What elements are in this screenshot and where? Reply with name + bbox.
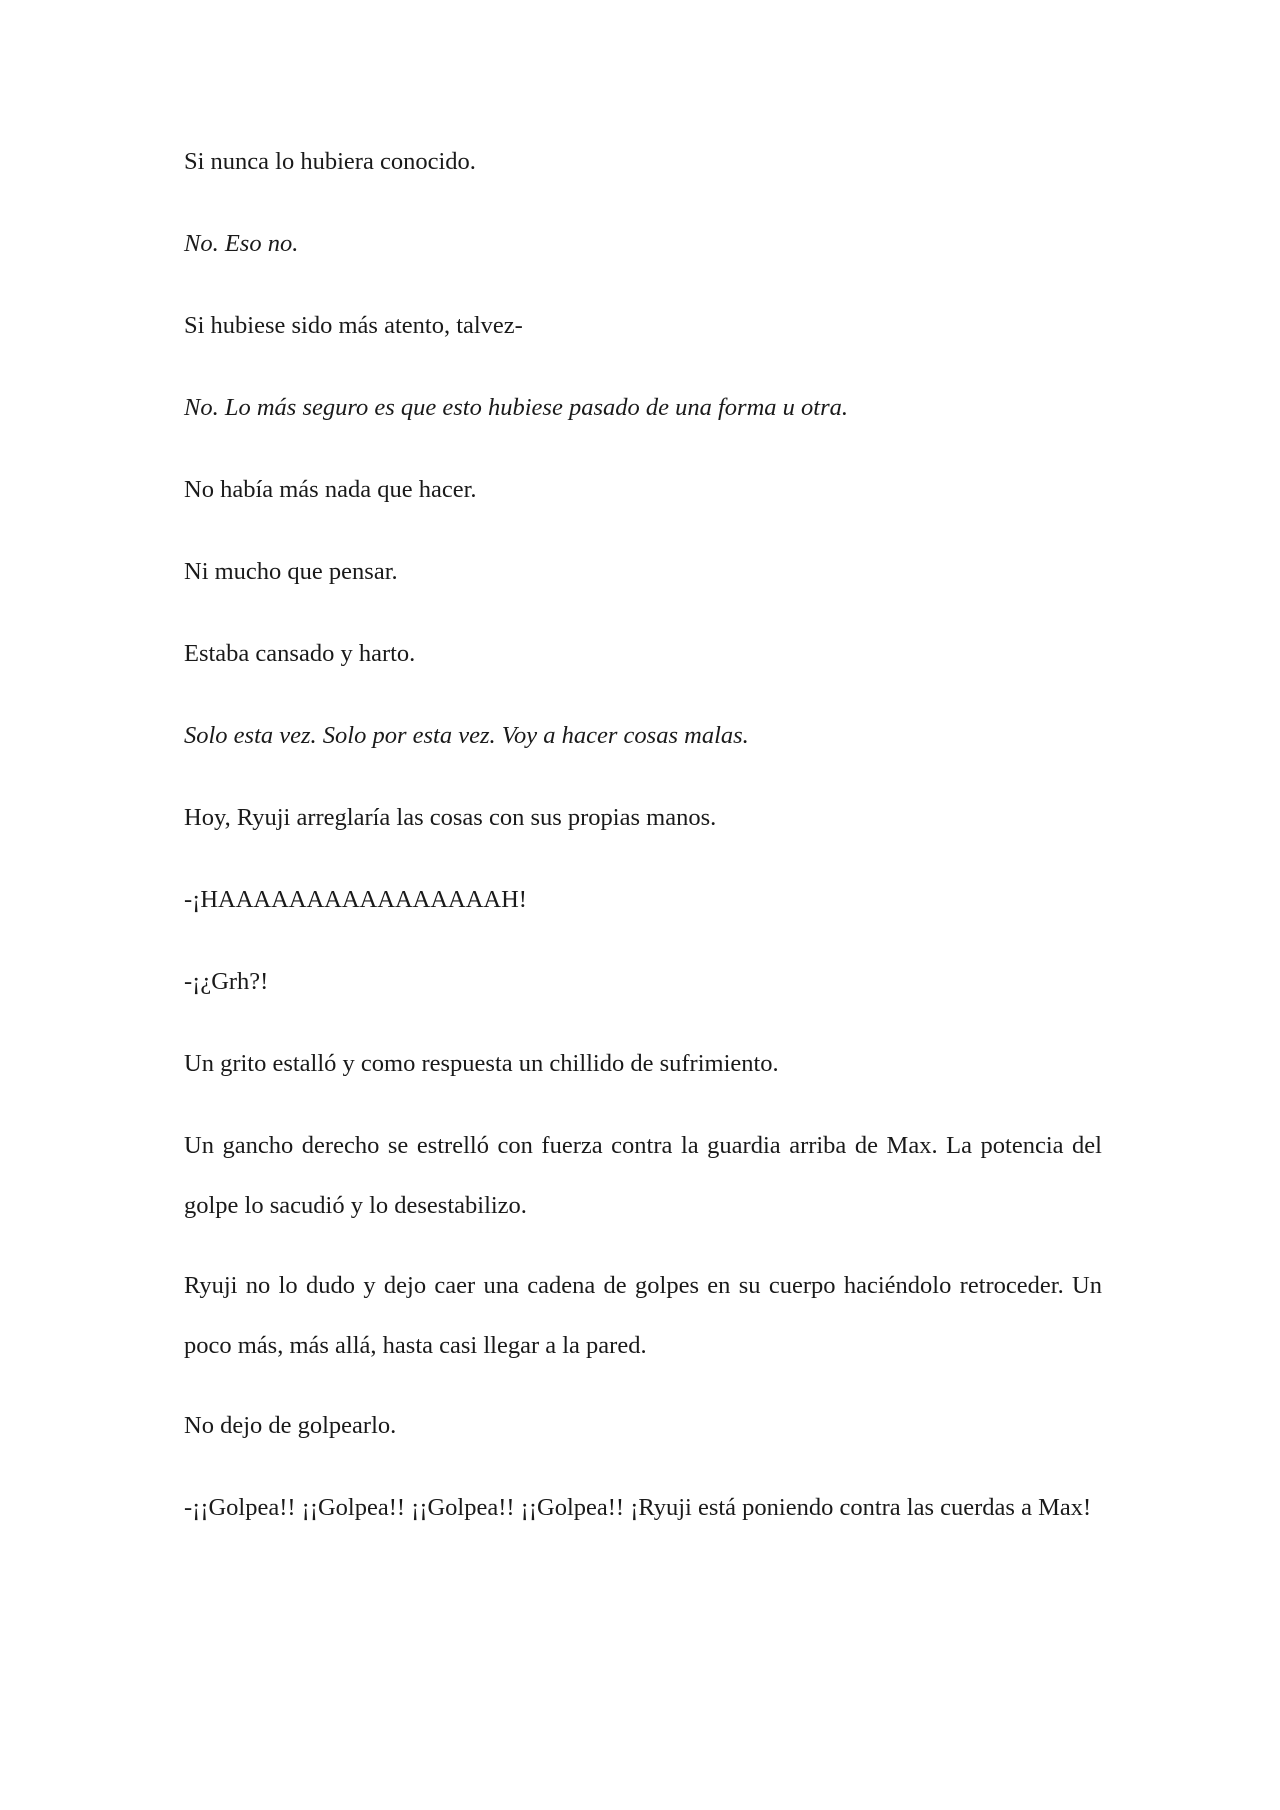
paragraph: No dejo de golpearlo. (184, 1412, 397, 1439)
paragraph: Si hubiese sido más atento, talvez- (184, 312, 523, 339)
dialogue-line: -¡HAAAAAAAAAAAAAAAAH! (184, 886, 527, 913)
paragraph: No había más nada que hacer. (184, 476, 477, 503)
dialogue-line: -¡¡Golpea!! ¡¡Golpea!! ¡¡Golpea!! ¡¡Golpea!! ¡Ryuji está poniendo contra las cuerdas a Max! (184, 1494, 1092, 1521)
paragraph: Ni mucho que pensar. (184, 558, 398, 585)
paragraph-italic: Solo esta vez. Solo por esta vez. Voy a hacer cosas malas. (184, 722, 749, 749)
paragraph: Estaba cansado y harto. (184, 640, 416, 667)
document-body (184, 142, 1102, 1569)
paragraph: Ryuji no lo dudo y dejo caer una cadena de golpes en su cuerpo haciéndolo retroceder. Un poco más, más allá, hasta casi llegar a la pared. (184, 1272, 1102, 1359)
dialogue-line: -¡¿Grh?! (184, 968, 269, 995)
paragraph-italic: No. Eso no. (184, 230, 299, 257)
paragraph: Un grito estalló y como respuesta un chillido de sufrimiento. (184, 1050, 779, 1077)
paragraph: Un gancho derecho se estrelló con fuerza contra la guardia arriba de Max. La potencia del golpe lo sacudió y lo desestabilizo. (184, 1132, 1102, 1219)
paragraph: Hoy, Ryuji arreglaría las cosas con sus propias manos. (184, 804, 717, 831)
paragraph-italic: No. Lo más seguro es que esto hubiese pasado de una forma u otra. (184, 394, 848, 421)
paragraph: Si nunca lo hubiera conocido. (184, 148, 476, 175)
